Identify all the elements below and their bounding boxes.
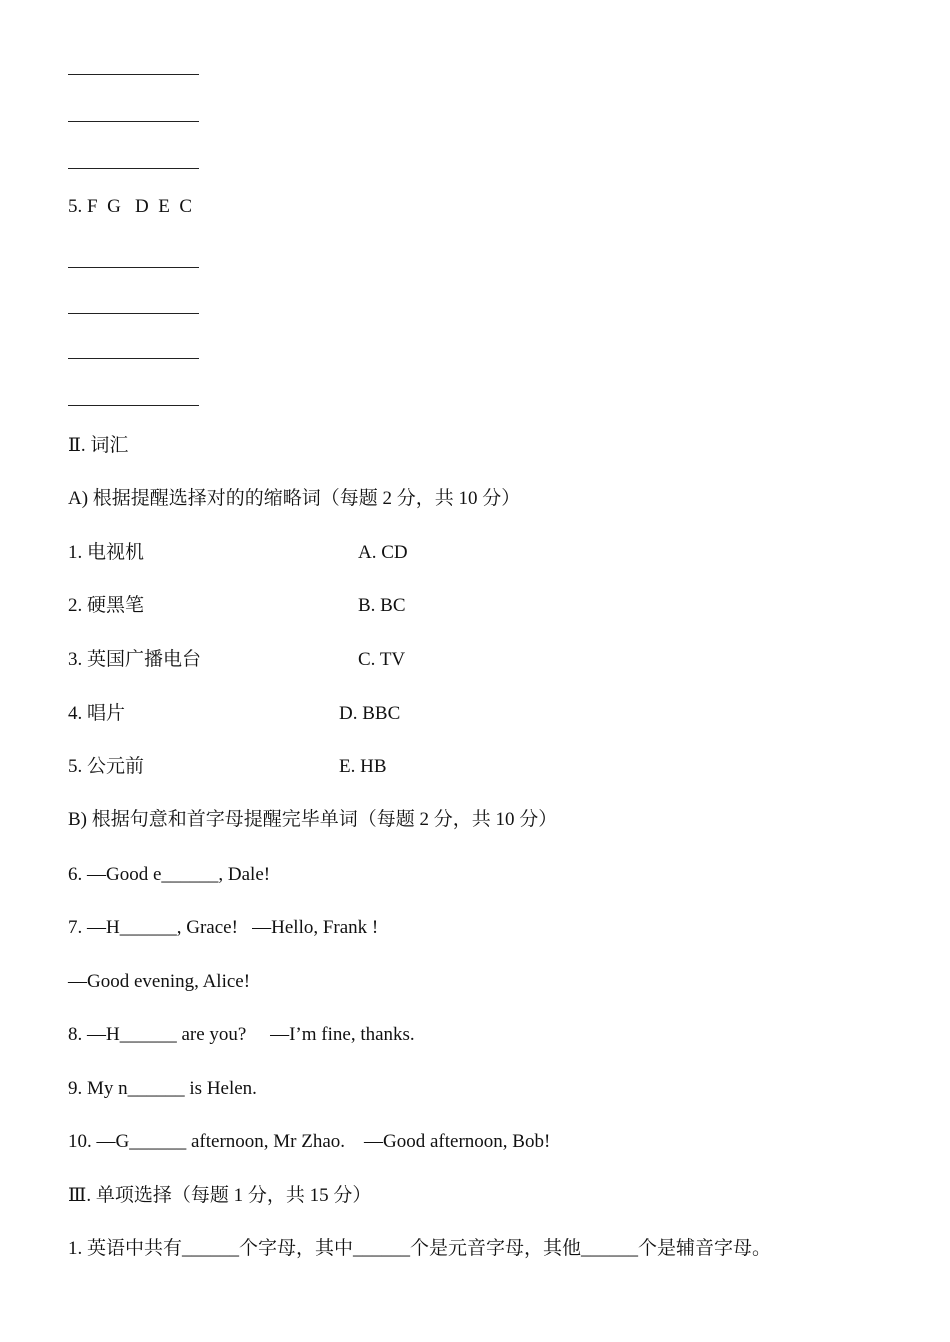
fill-in-item: 9. My n______ is Helen.	[68, 1078, 257, 1099]
match-question: 4. 唱片	[68, 703, 126, 724]
answer-blank	[68, 405, 199, 406]
fill-in-item: 7. —H______, Grace! —Hello, Frank !	[68, 917, 379, 938]
answer-blank	[68, 121, 199, 122]
match-question: 3. 英国广播电台	[68, 649, 202, 670]
part-b-instruction: B) 根据句意和首字母提醒完毕单词（每题 2 分，共 10 分）	[68, 809, 558, 830]
match-option: C. TV	[358, 649, 406, 670]
section-heading-multiple-choice: Ⅲ. 单项选择（每题 1 分，共 15 分）	[68, 1185, 372, 1206]
fill-in-item: 10. —G______ afternoon, Mr Zhao. —Good afternoon, Bob!	[68, 1131, 551, 1152]
answer-blank	[68, 313, 199, 314]
part-a-instruction: A) 根据提醒选择对的的缩略词（每题 2 分，共 10 分）	[68, 488, 521, 509]
section-heading-vocabulary: Ⅱ. 词汇	[68, 435, 129, 456]
answer-blank	[68, 267, 199, 268]
multiple-choice-question: 1. 英语中共有______个字母，其中______个是元音字母，其他______个是辅音字母。	[68, 1238, 772, 1259]
fill-in-item: —Good evening, Alice!	[68, 971, 251, 992]
match-question: 1. 电视机	[68, 542, 145, 563]
answer-blank	[68, 358, 199, 359]
letter-order-item-5: 5. F G D E C	[68, 196, 193, 217]
match-question: 5. 公元前	[68, 756, 145, 777]
answer-blank	[68, 168, 199, 169]
fill-in-item: 6. —Good e______, Dale!	[68, 864, 271, 885]
match-option: B. BC	[358, 595, 406, 616]
match-option: A. CD	[358, 542, 408, 563]
match-option: D. BBC	[339, 703, 401, 724]
answer-blank	[68, 74, 199, 75]
match-option: E. HB	[339, 756, 387, 777]
match-question: 2. 硬黑笔	[68, 595, 145, 616]
fill-in-item: 8. —H______ are you? —I’m fine, thanks.	[68, 1024, 415, 1045]
